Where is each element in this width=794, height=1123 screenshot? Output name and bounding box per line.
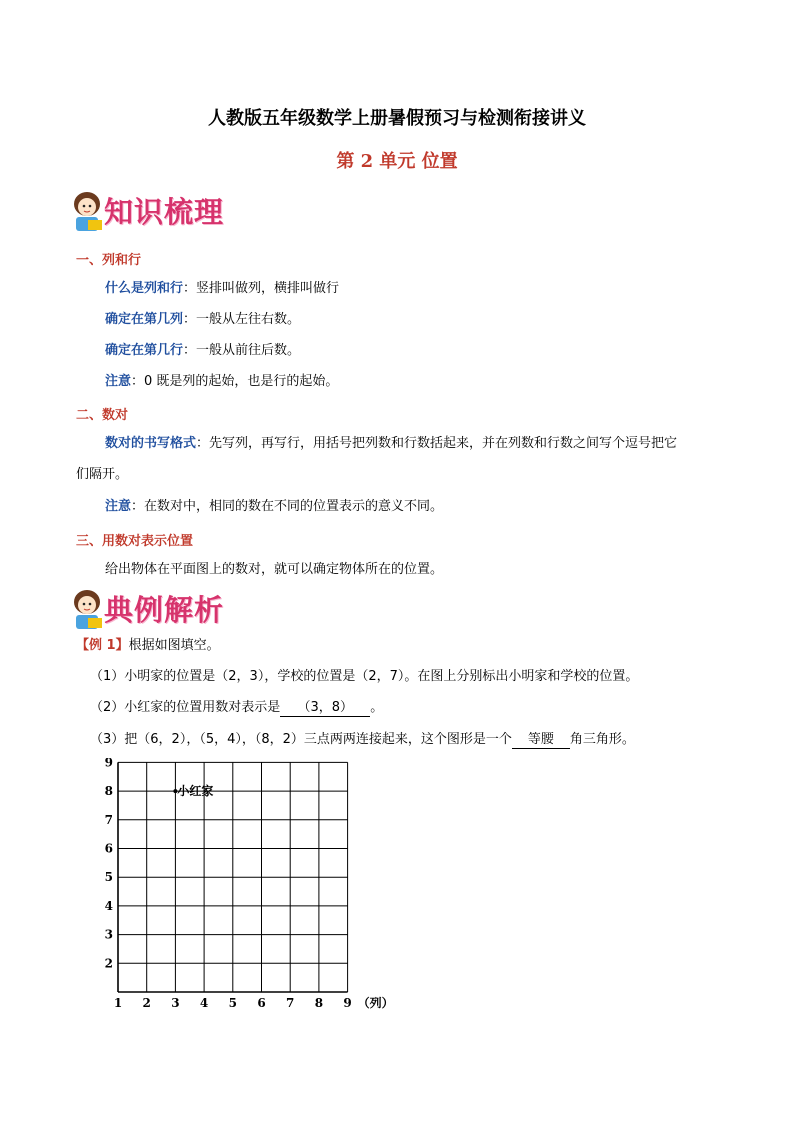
point-label: 小红家 [177, 784, 214, 799]
y-tick-label: 9 [104, 758, 113, 770]
example-prompt: 根据如图填空。 [128, 638, 220, 653]
question-2-end: 。 [370, 700, 384, 715]
note-text: ：0 既是列的起始，也是行的起始。 [131, 374, 339, 389]
section-2-paragraph-1-cont: 们隔开。 [76, 467, 129, 482]
knowledge-banner [70, 190, 270, 234]
y-tick-label: 2 [104, 956, 113, 971]
x-tick-label: 5 [228, 996, 237, 1010]
question-1: （1）小明家的位置是（2，3），学校的位置是（2，7）。在图上分别标出小明家和学校的位置。 [90, 669, 639, 684]
y-tick-label: 4 [104, 898, 113, 913]
question-3-end: 角三角形。 [569, 732, 635, 747]
section-1-paragraph-2 [105, 310, 300, 330]
y-tick-label: 8 [104, 784, 113, 799]
document-title: 人教版五年级数学上册暑假预习与检测衔接讲义 [208, 108, 586, 129]
unit-title: 第 2 单元 位置 [336, 151, 458, 172]
note-label: 注意 [105, 374, 132, 389]
section-2-paragraph-1 [105, 434, 725, 454]
coordinate-grid [96, 758, 416, 1020]
y-tick-label: 5 [104, 870, 113, 885]
x-tick-label: 1 [113, 996, 123, 1010]
section-1-paragraph-3 [105, 341, 300, 361]
term-text: ：一般从前往后数。 [183, 343, 301, 358]
x-tick-label: 9 [343, 996, 352, 1010]
x-tick-label: 4 [199, 996, 209, 1010]
x-tick-label: 7 [286, 996, 295, 1010]
x-tick-label: 6 [257, 996, 266, 1010]
question-2-answer: （3，8） [280, 700, 370, 717]
term-text: ：竖排叫做列，横排叫做行 [183, 281, 340, 296]
x-axis-label: （列） [357, 996, 394, 1010]
section-2-title: 二、数对 [76, 408, 129, 423]
examples-banner-title: 典例解析 [104, 593, 225, 627]
section-2-paragraph-2 [105, 497, 443, 517]
example-tag: 【例 1】 [76, 638, 129, 653]
y-tick-label: 3 [104, 927, 113, 942]
term-label: 什么是列和行 [105, 281, 184, 296]
y-tick-label: 6 [104, 841, 113, 856]
coordinate-grid-svg [96, 758, 416, 1020]
x-tick-label: 3 [171, 996, 180, 1010]
term-text: ：先写列，再写行，用括号把列数和行数括起来，并在列数和行数之间写个逗号把它 [196, 436, 678, 451]
question-3-text: （3）把（6，2），（5，4），（8，2）三点两两连接起来，这个图形是一个 [90, 732, 512, 747]
section-1-paragraph-4 [105, 372, 338, 392]
examples-banner [70, 588, 270, 632]
section-3-title: 三、用数对表示位置 [76, 534, 194, 549]
question-3-answer: 等腰 [512, 732, 570, 749]
note-text: ：在数对中，相同的数在不同的位置表示的意义不同。 [131, 499, 444, 514]
question-2-text: （2）小红家的位置用数对表示是 [90, 700, 281, 715]
note-label: 注意 [105, 499, 132, 514]
girl-mascot-icon [70, 190, 106, 234]
term-label: 数对的书写格式 [105, 436, 197, 451]
y-tick-label: 7 [104, 812, 113, 827]
girl-mascot-icon [70, 588, 106, 632]
example-1-heading [76, 634, 220, 653]
x-tick-label: 8 [314, 996, 324, 1010]
term-text: ：一般从左往右数。 [183, 312, 301, 327]
section-3-paragraph-1: 给出物体在平面图上的数对，就可以确定物体所在的位置。 [105, 562, 444, 577]
x-tick-label: 2 [142, 996, 151, 1010]
question-2 [90, 696, 383, 717]
section-1-paragraph-1 [105, 279, 339, 299]
section-1-title: 一、列和行 [76, 253, 142, 268]
term-label: 确定在第几列 [105, 312, 184, 327]
question-3 [90, 728, 635, 749]
term-label: 确定在第几行 [105, 343, 184, 358]
knowledge-banner-title: 知识梳理 [104, 195, 225, 229]
